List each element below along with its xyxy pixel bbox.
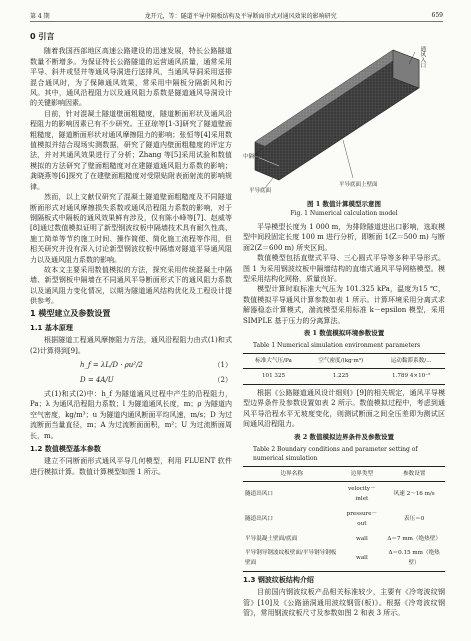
intro-paragraph-4: 故本文主要采用数值模拟的方法，探究采用传统混凝土中隔墙、新型钢板中隔墙在不同通风平导断面形式下的通风阻力系数以及通风阻力变化情况，以期为隧道通风结构优化及工程设计提供参考。 — [30, 265, 232, 306]
table-cell: 隧道出风口 — [245, 491, 273, 498]
calc-settings-paragraph: 模型计算时取标准大气压为 101.325 kPa，温度为15 ℃，数值模拟平导通风计算参数如表 1 所示。计算环境采用分离式求解器稳态计算模式，湍流模型采用标准 k－epsilon 模型，采用 SIMPLE 基于压力的分离算法。 — [243, 285, 445, 325]
table-1-title-en: Table 1 Numerical simulation environment parameters — [253, 342, 421, 350]
left-column — [30, 30, 232, 477]
table-2-title-en: Table 2 Boundary conditions and parameter setting of numerical simulation — [253, 445, 418, 462]
table-cell: 隧道出风口 — [245, 515, 273, 522]
table-cell: 表压＝0 — [403, 515, 425, 522]
equation-2-number: （2） — [213, 375, 232, 384]
table-cell: 1.789 4×10⁻⁵ — [392, 373, 431, 380]
table-cell: 平导混凝土壁面/底面 — [245, 535, 298, 542]
symbols-paragraph: 式(1)和式(2)中：h_f 为隧道通风过程中产生的沿程阻力，Pa；λ 为通风沿程阻力系数；l 为隧道通风长度，m；ρ 为隧道内空气密度，kg/m³；u 为隧道内通风断面平均风速，m/s；D 为过流断面当量直径，m；A 为过流断面面积，m²；U 为过流断面周长，m。 — [30, 390, 232, 440]
table-1 — [243, 353, 445, 385]
figure-label-outlet: 平导底面 — [249, 188, 272, 194]
table-cell: Δ＝7 mm（绝热壁） — [387, 535, 441, 542]
table-cell: Δ＝0.15 mm（绝热壁） — [388, 549, 440, 567]
model-paragraph: 建立不同断面形式通风平导几何模型，利用 FLUENT 软件进行模拟计算。数值计算模型如图 1 所示。 — [30, 457, 232, 476]
intro-paragraph-2: 目前，针对混凝土隧道壁面粗糙度，隧道断面形状及通风沿程阻力的影响因素已有不少研究。王亚琼等[1-3]研究了隧道壁面粗糙度，隧道断面形状对通风摩擦阻力的影响；张恒等[4]采用数值模拟并结合现场实测数据，研究了隧道内壁面粗糙度的评定方法，并对其通风效果进行了分析；Zhang 等[5]采用试验和数值模拟的方法研究了壁面粗糙度对在建隧道通风阻力系数的影响；龚晓燕等[6]探究了在建壁面粗糙度对受限贴附表面射流的影响规律。 — [30, 109, 232, 191]
intro-paragraph-1: 随着我国西部地区高速公路建设的迅速发展，特长公路隧道数量不断增多。为保证特长公路隧道的运营通风质量，通常采用平导、斜井或竖井等通风导洞进行送排风，当通风导洞采用送排混合通风时，为了保障通风效果，常采用中隔板分隔新风和污风。其中，通风沿程阻力以及通风阻力系数是隧道通风导洞设计的关键影响因素。 — [30, 47, 232, 108]
corrugated-plate-paragraph: 目前国内钢波纹板产品相关标准较少，主要有《冷弯波纹钢管》[10]及《公路涵洞通用波纹钢管(板)》。根据《冷弯波纹钢管》，常用钢波纹板尺寸及参数如图 2 和表 3 所示。 — [243, 588, 445, 617]
table-row — [243, 546, 445, 571]
table-cell: velocity－inlet — [348, 485, 376, 503]
table-2-title-cn: 表 2 数值模拟边界条件及参数设置 — [293, 432, 395, 441]
table-2-header-cell: 边界名称 — [280, 470, 303, 477]
table-cell: pressure－out — [346, 510, 378, 528]
table-1-title-cn: 表 1 数值模拟环境参数设置 — [303, 329, 385, 338]
figure-label-bottom: 平导底面上壁面 — [339, 182, 378, 188]
figure-1 — [243, 30, 445, 198]
section-1-2-title: 1.2 数值模型基本参数 — [30, 445, 101, 454]
section-1-1-title: 1.1 基本原理 — [30, 323, 73, 332]
table-cell: 1.225 — [332, 373, 349, 380]
equation-2-body: D = 4A/U — [80, 375, 114, 384]
table-2 — [243, 466, 445, 572]
figure-1-caption-en: Fig. 1 Numerical calculation model — [290, 210, 398, 217]
right-column — [243, 30, 445, 618]
equation-1-number: （1） — [213, 361, 232, 370]
table-1-header-cell: 运动黏滞系数/… — [390, 358, 432, 365]
table-cell: 101 325 — [261, 373, 286, 380]
table-2-header-row — [243, 466, 445, 481]
table-row — [243, 369, 445, 384]
table-row — [243, 481, 445, 506]
table-cell: 风速 2～16 m/s — [393, 491, 435, 498]
table-2-header-cell: 参数设置 — [402, 470, 426, 477]
table-1-header-row — [243, 354, 445, 369]
model-length-paragraph: 平导模型长度为 1 000 m，为排除隧道进出口影响，选取模型中间段固定长度 100 m 进行分析，即断面 1(Z＝500 m) 与断面2(Z＝600 m) 所夹区间。 — [243, 223, 445, 252]
table-cell: wall — [356, 555, 368, 562]
figure-label-ceiling: 通风入口 — [419, 46, 426, 68]
header-issue: 第 4 期 — [30, 12, 50, 20]
table-row — [243, 507, 445, 532]
intro-paragraph-3: 然而，以上文献仅研究了混凝土隧道壁面粗糙度及不同隧道断面形式对通风摩擦损失系数或通风沿程阻力系数的影响，对于钢隔板式中隔板的通风效果鲜有涉及，仅有陈小峰等[7]、赵威等[8]通过数值模拟证明了新型钢波纹板中隔墙技术具有耐久性高、施工简单等节约施工时间、操作简便、简化施工流程等作用，但相关研究并没有深入讨论新型钢波纹板中隔墙对隧道平导通风阻力以及通风阻力系数的影响。 — [30, 193, 232, 264]
tunnel-model-illustration — [243, 30, 445, 198]
header-page-number: 659 — [431, 11, 443, 19]
figure-1-caption-cn: 图 1 数值计算模型示意图 — [306, 200, 382, 208]
equation-1 — [30, 360, 232, 370]
table-1-header-cell: 标准大气压/Pa — [255, 358, 292, 365]
header-running-title: 龙开元，等：隧道平导中隔板结构及平导断面形式对通风效果的影响研究 — [144, 12, 337, 20]
table-row — [243, 532, 445, 546]
principle-paragraph: 根据隧道工程通风摩擦阻力方法，通风沿程阻力由式(1)和式(2)计算得到[9]。 — [30, 336, 232, 355]
equation-1-body: h_f = λL/D · ρu²/2 — [80, 361, 143, 370]
table-2-header-cell: 边界类型 — [350, 470, 374, 477]
section-1-3-title: 1.3 钢波纹板结构介绍 — [243, 575, 314, 584]
equation-2 — [30, 375, 232, 385]
section-0-title: 0 引言 — [30, 32, 55, 41]
model-types-paragraph: 数值模型包括直壁式平导、三心圆式平导等多种平导形式。图 1 为采用钢波纹板中隔墙结构的直墙式通风平导网格模型。模型采用结构化网格，质量良好。 — [243, 254, 445, 284]
boundary-paragraph: 根据《公路隧道通风设计细则》[9]的相关规定，通风平导模型边界条件及参数设置如表 2 所示。数值模拟过程中，考虑到通风平导沿程水平无坡度变化，则测试断面之间全压差即为测试区间通风沿程阻力。 — [243, 388, 445, 429]
table-1-header-cell: 空气密度/(kg·m³) — [318, 358, 364, 365]
figure-label-partition: 中隔板 — [243, 154, 260, 160]
section-1-title: 1 模型建立及参数设置 — [30, 308, 111, 318]
table-cell: 平导钢导钢波纹板壁面/平导钢导钢板壁面 — [245, 549, 337, 567]
page-header — [30, 9, 443, 22]
table-cell: wall — [356, 535, 368, 542]
